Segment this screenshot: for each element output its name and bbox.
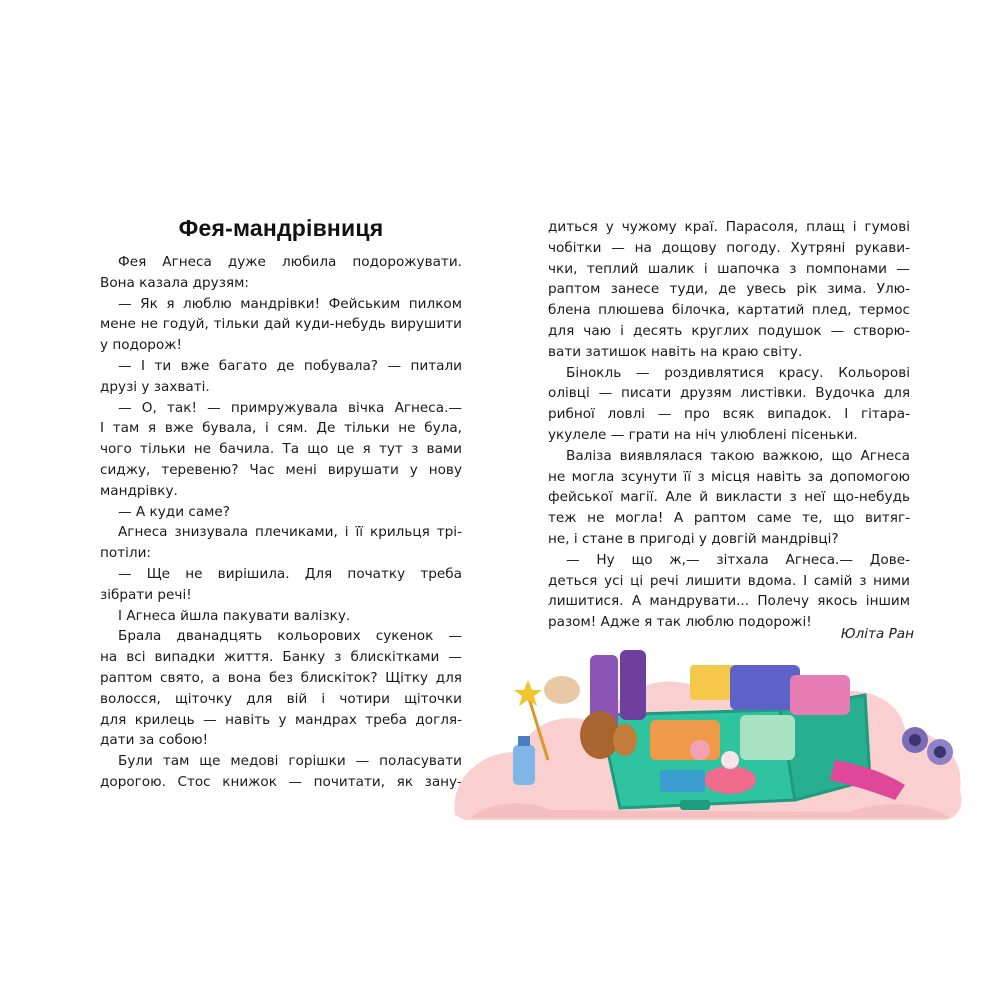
right-text-column [548, 217, 910, 633]
text-line: лишитися. А мандрувати... Полечу якось іншим [548, 593, 910, 610]
author-signature: Юліта Ран [840, 626, 914, 642]
text-line: раптом свято, а вона без блискіток? Щітку для [100, 669, 462, 686]
text-line: — Ще не вирішила. Для початку треба [118, 565, 462, 582]
text-line: теж не могла! А раптом саме те, що витяг- [548, 510, 910, 527]
text-line: — Як я люблю мандрівки! Фейським пилком [118, 295, 462, 312]
left-text-column [100, 252, 462, 793]
text-line: волосся, щіточку для вій і чотири щіточки [100, 690, 462, 707]
text-line: зібрати речі! [100, 586, 192, 603]
text-line: Бінокль — роздивлятися красу. Кольорові [566, 364, 910, 381]
text-line: чого тільки не бачила. Та що це я тут з вами [100, 441, 462, 458]
text-line: мандрівку. [100, 482, 178, 499]
text-line: Агнеса знизувала плечиками, і її крильця трі- [118, 524, 462, 541]
text-line: вати затишок навіть на краю світу. [548, 343, 803, 360]
text-line: рибної ловлі — про всяк випадок. І гітара- [548, 406, 910, 423]
text-line: раптом занесе туди, де увесь рік зима. Улю- [548, 281, 910, 298]
text-line: не могла зсунути її з місця навіть за допомогою [548, 468, 910, 485]
text-line: олівці — писати друзям листівки. Вудочка для [548, 385, 910, 402]
text-line: — О, так! — примружувала вічка Агнеса.— [118, 399, 462, 416]
text-line: Були там ще медові горішки — поласувати [118, 753, 462, 770]
text-line: чобітки — на дощову погоду. Хутряні рукави- [548, 239, 910, 256]
text-line: Фея Агнеса дуже любила подорожувати. [118, 254, 462, 270]
text-line: — І ти вже багато де побувала? — питали [118, 357, 462, 374]
text-line: для чаю і десять круглих подушок — створю- [548, 322, 910, 339]
text-line: чки, теплий шалик і шапочка з помпонами — [548, 260, 910, 277]
text-line: потіли: [100, 545, 152, 562]
story-title: Фея-мандрівниця [178, 215, 384, 241]
text-line: — А куди саме? [118, 503, 230, 520]
text-line: дорогою. Стос книжок — почитати, як зану- [100, 773, 462, 790]
text-line: дати за собою! [100, 732, 209, 749]
text-line: разом! Адже я так люблю подорожі! [548, 614, 812, 631]
text-line: блена плюшева білочка, картатий плед, термос [548, 302, 910, 319]
text-line: друзі у захваті. [100, 378, 210, 395]
text-line: І там я вже бувала, і сям. Де тільки не була, [100, 420, 462, 437]
text-line: — Ну що ж,— зітхала Агнеса.— Дове- [566, 551, 910, 568]
text-line: диться у чужому краї. Парасоля, плащ і гумові [548, 219, 910, 235]
text-line: Брала дванадцять кольорових сукенок — [118, 628, 462, 645]
text-line: сиджу, теревеню? Час мені вирушати у нову [100, 461, 462, 478]
text-line: Вона казала друзям: [100, 274, 249, 291]
text-line: для крилець — навіть у мандрах треба догля- [100, 711, 462, 728]
suitcase-illustration [450, 640, 970, 830]
text-line: на всі випадки життя. Банку з блискітками — [100, 649, 462, 666]
text-line: Валіза виявлялася такою важкою, що Агнеса [566, 447, 910, 464]
text-line: фейської магії. Але й викласти з неї що-небудь [548, 489, 910, 506]
text-line: укулеле — грати на ніч улюблені пісеньки. [548, 426, 858, 443]
text-line: у подорож! [100, 337, 182, 354]
text-line: не, і стане в пригоді у довгій мандрівці? [548, 530, 839, 547]
text-line: деться усі ці речі лишити вдома. І самій з ними [548, 572, 910, 589]
text-line: мене не годуй, тільки дай куди-небудь вирушити [100, 316, 462, 333]
text-line: І Агнеса йшла пакувати валізку. [118, 607, 351, 624]
